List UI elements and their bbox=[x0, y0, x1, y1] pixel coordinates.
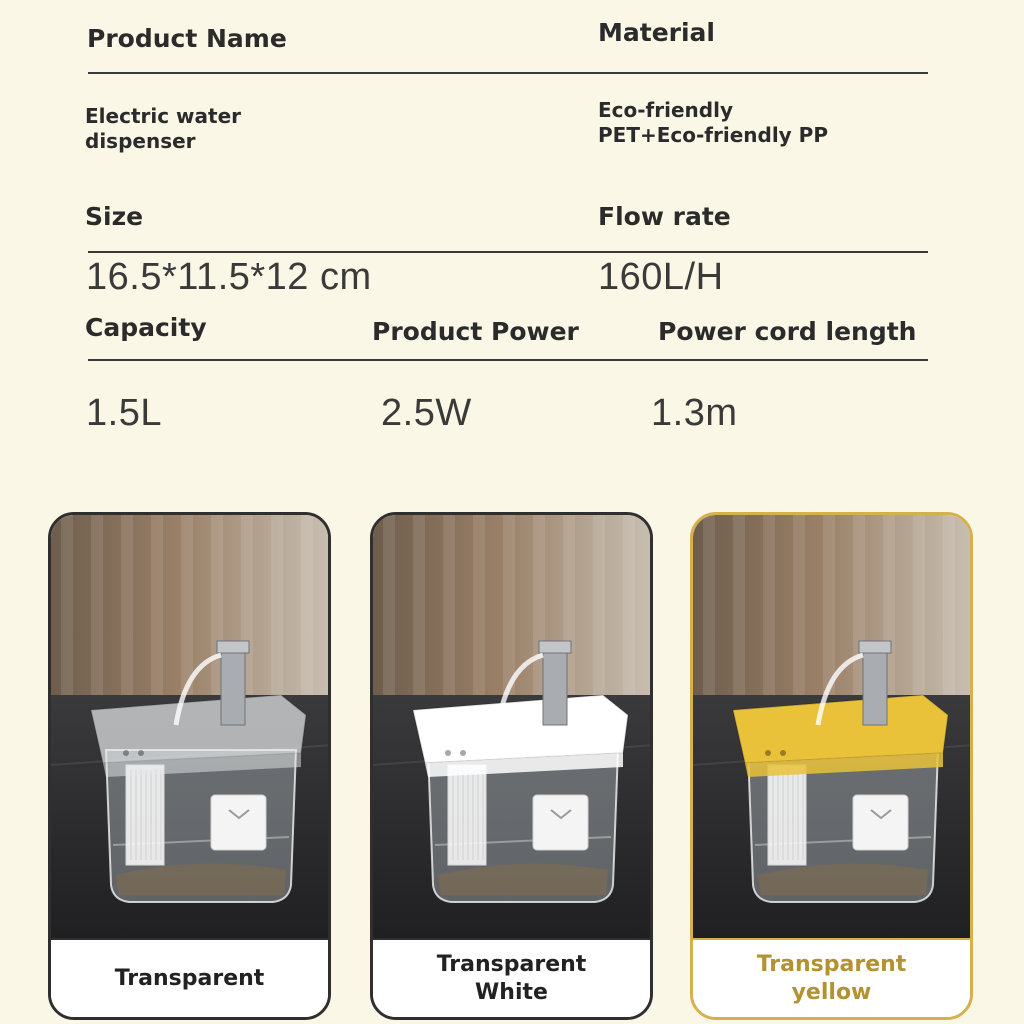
variant-card-transparent-white[interactable] bbox=[370, 512, 653, 1020]
power-cord-length-value: 1.3m bbox=[651, 392, 738, 434]
product-photo-transparent-yellow bbox=[693, 515, 970, 945]
variant-caption: Transparent bbox=[51, 938, 328, 1017]
fountain-illustration bbox=[373, 515, 650, 945]
fountain-illustration bbox=[693, 515, 970, 945]
product-photo-transparent-white bbox=[373, 515, 650, 945]
variant-card-transparent-yellow[interactable] bbox=[690, 512, 973, 1020]
product-power-value: 2.5W bbox=[381, 392, 472, 434]
flow-rate-value: 160L/H bbox=[598, 256, 724, 298]
product-photo-transparent bbox=[51, 515, 328, 945]
power-cord-length-label: Power cord length bbox=[658, 317, 917, 346]
capacity-value: 1.5L bbox=[86, 392, 162, 434]
material-label: Material bbox=[598, 18, 715, 47]
variant-caption: Transparent yellow bbox=[693, 938, 970, 1017]
capacity-label: Capacity bbox=[85, 313, 207, 342]
divider-3 bbox=[88, 359, 928, 361]
divider-1 bbox=[88, 72, 928, 74]
fountain-illustration bbox=[51, 515, 328, 945]
variant-card-transparent[interactable] bbox=[48, 512, 331, 1020]
size-value: 16.5*11.5*12 cm bbox=[86, 256, 372, 298]
product-name-value: Electric water dispenser bbox=[85, 104, 241, 153]
variant-caption: Transparent White bbox=[373, 938, 650, 1017]
material-value: Eco-friendly PET+Eco-friendly PP bbox=[598, 98, 828, 147]
size-label: Size bbox=[85, 202, 144, 231]
divider-2 bbox=[88, 251, 928, 253]
product-name-label: Product Name bbox=[87, 24, 287, 53]
flow-rate-label: Flow rate bbox=[598, 202, 731, 231]
product-power-label: Product Power bbox=[372, 317, 579, 346]
